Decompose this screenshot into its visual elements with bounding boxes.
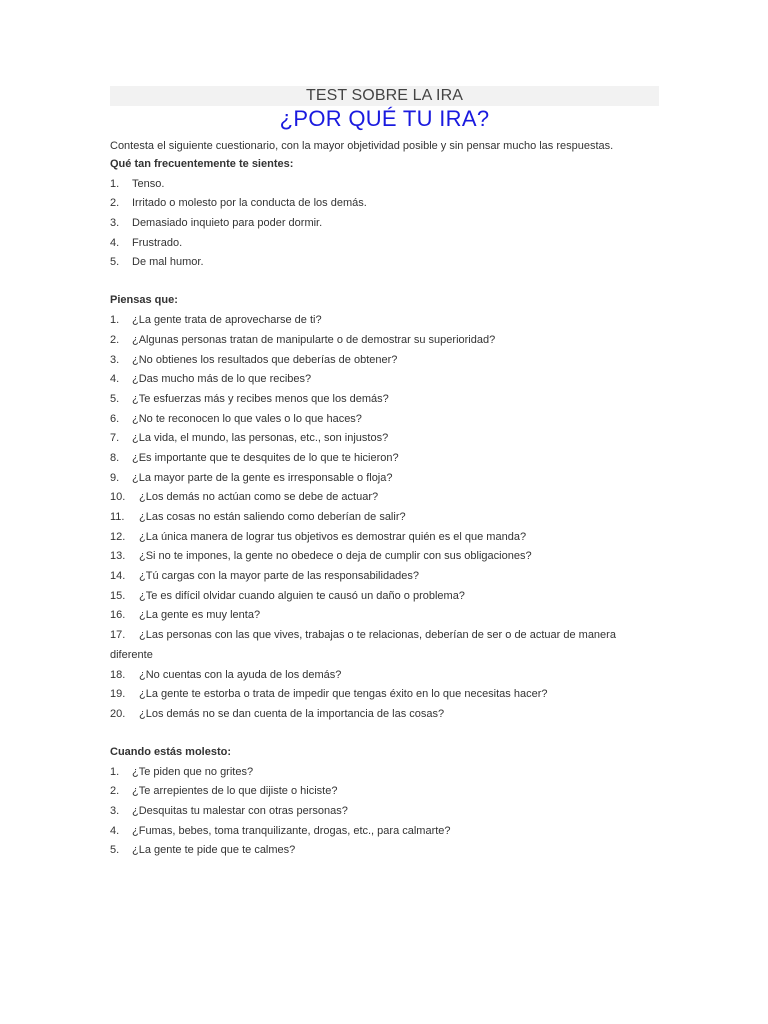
item-number: 18. xyxy=(110,668,126,681)
item-text: ¿Te esfuerzas más y recibes menos que los demás? xyxy=(132,392,389,405)
item-text: ¿Desquitas tu malestar con otras personas? xyxy=(132,804,348,817)
list-item xyxy=(110,177,659,191)
item-text: Irritado o molesto por la conducta de los demás. xyxy=(132,197,367,210)
list-item xyxy=(110,608,659,622)
question-list xyxy=(110,177,659,270)
list-item xyxy=(110,353,659,367)
item-text: Tenso. xyxy=(132,177,165,190)
list-item xyxy=(110,313,659,327)
item-text: ¿Das mucho más de lo que recibes? xyxy=(132,373,312,386)
list-item xyxy=(110,255,659,269)
item-text: ¿Fumas, bebes, toma tranquilizante, drogas, etc., para calmarte? xyxy=(132,824,451,837)
item-number: 5. xyxy=(110,844,120,857)
item-text: ¿La única manera de lograr tus objetivos es demostrar quién es el que manda? xyxy=(139,530,527,543)
item-text: ¿La gente trata de aprovecharse de ti? xyxy=(132,314,322,327)
list-item xyxy=(110,451,659,465)
question-list xyxy=(110,765,659,858)
item-number: 12. xyxy=(110,530,126,543)
document-page xyxy=(110,86,659,857)
item-text: ¿La vida, el mundo, las personas, etc., son injustos? xyxy=(132,432,389,445)
item-number: 2. xyxy=(110,785,120,798)
list-item xyxy=(110,765,659,779)
item-number: 11. xyxy=(110,511,125,523)
item-number: 13. xyxy=(110,550,126,563)
item-text: ¿Las cosas no están saliendo como deberían de salir? xyxy=(139,511,406,523)
item-number: 4. xyxy=(110,824,120,837)
item-number: 9. xyxy=(110,471,120,484)
item-text: ¿Los demás no se dan cuenta de la importancia de las cosas? xyxy=(139,707,445,720)
question-section xyxy=(110,745,659,857)
section-spacer xyxy=(110,721,659,741)
item-number: 15. xyxy=(110,589,126,602)
questionnaire xyxy=(110,157,659,857)
item-text: ¿Te arrepientes de lo que dijiste o hiciste? xyxy=(132,785,338,798)
item-text: De mal humor. xyxy=(132,256,204,269)
item-text: Demasiado inquieto para poder dormir. xyxy=(132,217,323,230)
list-item xyxy=(110,784,659,798)
item-number: 3. xyxy=(110,353,120,366)
item-text: ¿La gente te pide que te calmes? xyxy=(132,844,296,857)
list-item xyxy=(110,668,659,682)
item-number: 2. xyxy=(110,197,120,210)
item-number: 4. xyxy=(110,373,120,386)
item-text: ¿Tú cargas con la mayor parte de las responsabilidades? xyxy=(139,570,420,583)
list-item xyxy=(110,392,659,406)
item-number: 8. xyxy=(110,451,120,464)
list-item xyxy=(110,530,659,544)
section-heading: Piensas que: xyxy=(110,294,178,307)
list-item xyxy=(110,196,659,210)
list-item xyxy=(110,510,659,524)
list-item xyxy=(110,824,659,838)
item-number: 3. xyxy=(110,804,120,817)
item-text: ¿Si no te impones, la gente no obedece o deja de cumplir con sus obligaciones? xyxy=(139,550,532,563)
item-text: ¿Las personas con las que vives, trabajas o te relacionas, deberían de ser o de actuar de manera xyxy=(139,629,616,642)
list-item xyxy=(110,589,659,603)
item-number: 1. xyxy=(110,314,120,327)
item-text: ¿No obtienes los resultados que deberías de obtener? xyxy=(132,353,398,366)
section-heading: Cuando estás molesto: xyxy=(110,745,232,758)
item-text: ¿Los demás no actúan como se debe de actuar? xyxy=(139,491,379,504)
question-section xyxy=(110,157,659,269)
main-title: ¿POR QUÉ TU IRA? xyxy=(279,106,490,131)
item-number: 16. xyxy=(110,609,126,622)
item-number: 10. xyxy=(110,491,126,504)
item-number: 17. xyxy=(110,629,126,642)
question-list xyxy=(110,313,659,721)
list-item xyxy=(110,490,659,504)
list-item xyxy=(110,333,659,347)
list-item xyxy=(110,236,659,250)
item-text: ¿La gente es muy lenta? xyxy=(139,609,261,622)
list-item xyxy=(110,549,659,563)
item-text: ¿Algunas personas tratan de manipularte o de demostrar su superioridad? xyxy=(132,333,496,346)
section-heading: Qué tan frecuentemente te sientes: xyxy=(110,158,294,170)
item-text: ¿Es importante que te desquites de lo que te hicieron? xyxy=(132,451,399,464)
item-number: 2. xyxy=(110,333,120,346)
list-item xyxy=(110,843,659,857)
list-item xyxy=(110,687,659,701)
list-item xyxy=(110,804,659,818)
item-number: 7. xyxy=(110,432,120,445)
item-number: 1. xyxy=(110,177,120,190)
list-item xyxy=(110,431,659,445)
item-text: ¿La gente te estorba o trata de impedir que tengas éxito en lo que necesitas hacer? xyxy=(139,688,548,701)
list-item xyxy=(110,471,659,485)
list-item xyxy=(110,707,659,721)
item-number: 1. xyxy=(110,765,120,778)
item-number: 19. xyxy=(110,688,126,701)
item-text-continuation: diferente xyxy=(110,648,153,661)
item-text: ¿No cuentas con la ayuda de los demás? xyxy=(139,668,342,681)
item-number: 3. xyxy=(110,217,120,230)
list-item xyxy=(110,372,659,386)
item-text: ¿Te es difícil olvidar cuando alguien te causó un daño o problema? xyxy=(139,589,465,602)
item-text: ¿La mayor parte de la gente es irresponsable o floja? xyxy=(132,471,393,484)
item-text: ¿No te reconocen lo que vales o lo que haces? xyxy=(132,412,362,425)
item-number: 5. xyxy=(110,256,120,269)
item-text: Frustrado. xyxy=(132,236,183,249)
question-section xyxy=(110,293,659,720)
item-text: ¿Te piden que no grites? xyxy=(132,765,254,778)
list-item xyxy=(110,569,659,583)
list-item xyxy=(110,628,659,642)
intro-text: Contesta el siguiente cuestionario, con la mayor objetividad posible y sin pensar mucho las respuestas. xyxy=(110,140,614,152)
item-number: 5. xyxy=(110,392,120,405)
section-spacer xyxy=(110,269,659,289)
item-number: 20. xyxy=(110,707,126,720)
list-item xyxy=(110,412,659,426)
item-number: 14. xyxy=(110,570,126,583)
item-number: 6. xyxy=(110,412,120,425)
item-number: 4. xyxy=(110,236,120,249)
list-item xyxy=(110,216,659,230)
test-title: TEST SOBRE LA IRA xyxy=(110,86,659,106)
